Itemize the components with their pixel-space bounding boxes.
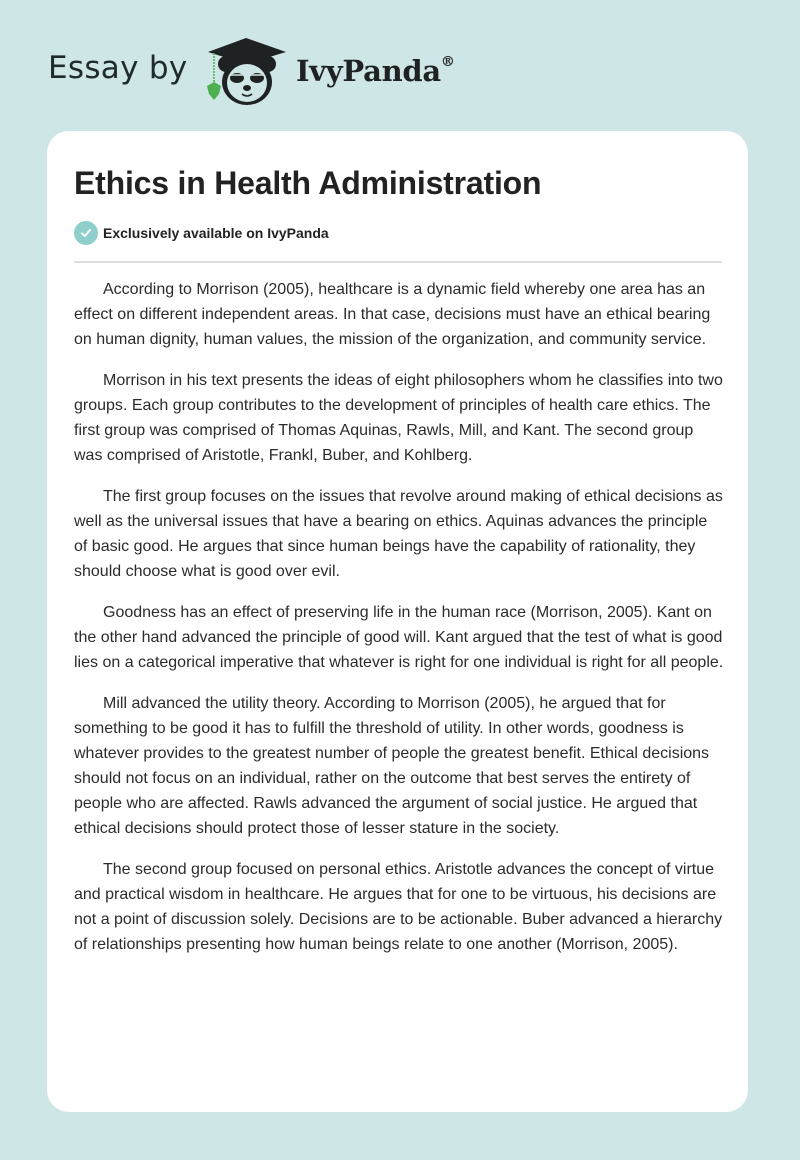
paragraph: Goodness has an effect of preserving life in the human race (Morrison, 2005). Kant on the other hand advanced the principle of good will. Kant argued that the test of what is good lies on a categorical imperative that whatever is right for one individual is right for all people.: [74, 604, 724, 671]
essay-by-label: Essay by: [48, 50, 188, 86]
essay-card: [47, 131, 748, 1112]
exclusive-badge: [74, 221, 329, 245]
title-divider: [74, 261, 722, 263]
panda-graduate-icon[interactable]: [200, 34, 292, 110]
paragraph: According to Morrison (2005), healthcare is a dynamic field whereby one area has an effect on different independent areas. In that case, decisions must have an ethical bearing on human dignity, human values, the mission of the organization, and community service.: [74, 281, 711, 348]
site-header: [0, 0, 800, 130]
paragraph: The second group focused on personal ethics. Aristotle advances the concept of virtue and practical wisdom in healthcare. He argues that for one to be virtuous, his decisions are not a point of discussion solely. Decisions are to be actionable. Buber advanced a hierarchy of relationships presenting how human beings relate to one another (Morrison, 2005).: [74, 861, 723, 953]
essay-body: [74, 277, 724, 973]
brand-name: IvyPanda: [296, 54, 441, 88]
paragraph: Mill advanced the utility theory. According to Morrison (2005), he argued that for something to be good it has to fulfill the threshold of utility. In other words, goodness is whatever provides to the greatest number of people the greatest benefit. Ethical decisions should not focus on an individual, rather on the outcome that best serves the entirety of people who are affected. Rawls advanced the argument of social justice. He argued that ethical decisions should protect those of lesser stature in the society.: [74, 695, 710, 837]
paragraph: Morrison in his text presents the ideas of eight philosophers whom he classifies into two groups. Each group contributes to the development of principles of health care ethics. The first group was comprised of Thomas Aquinas, Rawls, Mill, and Kant. The second group was comprised of Aristotle, Frankl, Buber, and Kohlberg.: [74, 372, 723, 464]
registered-mark: ®: [440, 54, 455, 71]
page-title: Ethics in Health Administration: [74, 165, 542, 201]
exclusive-badge-label: Exclusively available on IvyPanda: [103, 225, 329, 241]
check-circle-icon: [74, 221, 98, 245]
paragraph: The first group focuses on the issues that revolve around making of ethical decisions as well as the universal issues that have a bearing on ethics. Aquinas advances the principle of basic good. He argues that since human beings have the capability of rationality, they should choose what is good over evil.: [74, 488, 723, 580]
brand-logo-text[interactable]: [296, 54, 455, 88]
